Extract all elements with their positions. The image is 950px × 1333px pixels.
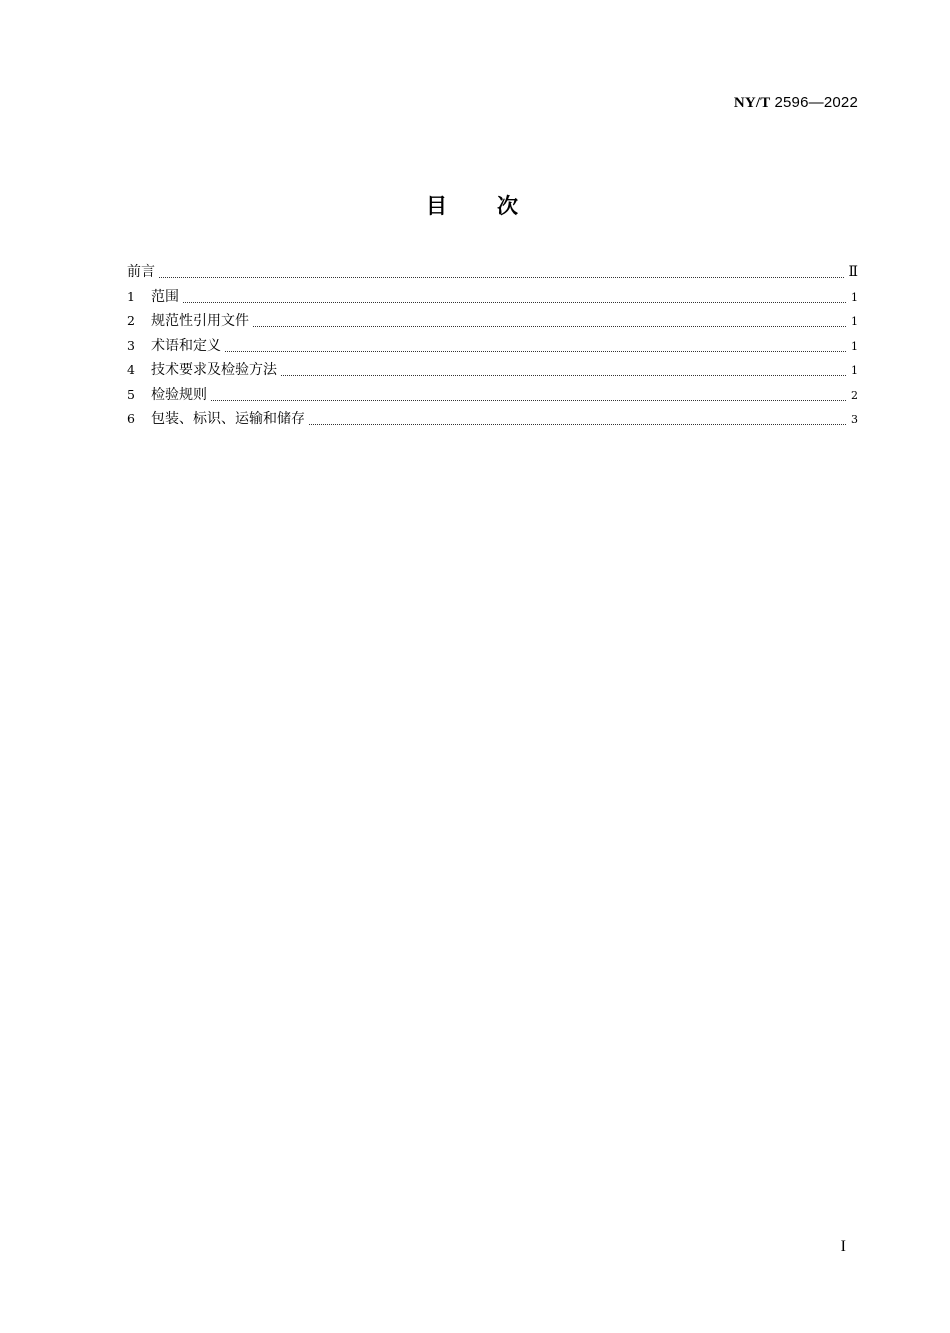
dot-leader (253, 325, 846, 327)
toc-entry-foreword[interactable] (127, 262, 858, 287)
toc-entry-number: 1 (127, 288, 135, 304)
toc-entry-label: 包装、标识、运输和储存 (151, 411, 305, 427)
page-number: I (840, 1238, 846, 1255)
toc-entry-technical-requirements[interactable] (127, 360, 858, 385)
standard-code (734, 94, 858, 112)
toc-entry-page: 1 (851, 290, 858, 304)
dot-leader (211, 399, 846, 401)
dot-leader (225, 350, 846, 352)
toc-entry-number: 6 (127, 411, 135, 426)
dot-leader (183, 301, 846, 303)
toc-entry-page: 2 (851, 388, 858, 402)
toc-entry-label: 规范性引用文件 (151, 313, 249, 329)
toc-entry-page: 1 (851, 315, 858, 328)
dot-leader (281, 374, 846, 376)
standard-number: 2596—2022 (774, 94, 858, 111)
toc-entry-number: 5 (127, 386, 135, 402)
toc-entry-page: 1 (851, 339, 858, 353)
table-of-contents (127, 262, 858, 434)
toc-entry-number: 2 (127, 313, 135, 328)
standard-prefix: NY/T (733, 95, 771, 111)
toc-entry-label: 前言 (127, 264, 155, 280)
dot-leader (159, 276, 844, 278)
toc-entry-inspection-rules[interactable] (127, 385, 858, 410)
toc-entry-page: 1 (851, 364, 858, 377)
toc-entry-terms-definitions[interactable] (127, 336, 858, 361)
toc-entry-packaging-storage[interactable] (127, 409, 858, 434)
toc-entry-page: Ⅱ (848, 264, 858, 280)
page-title: 目次 (426, 194, 568, 218)
dot-leader (309, 423, 846, 425)
toc-entry-number: 3 (127, 337, 135, 353)
toc-entry-label: 术语和定义 (151, 337, 221, 354)
toc-entry-normative-references[interactable] (127, 311, 858, 336)
toc-entry-scope[interactable] (127, 287, 858, 312)
toc-entry-page: 3 (851, 413, 858, 426)
toc-entry-label: 检验规则 (151, 386, 207, 403)
toc-entry-label: 技术要求及检验方法 (151, 362, 277, 378)
toc-entry-number: 4 (127, 362, 135, 377)
toc-entry-label: 范围 (151, 288, 179, 305)
